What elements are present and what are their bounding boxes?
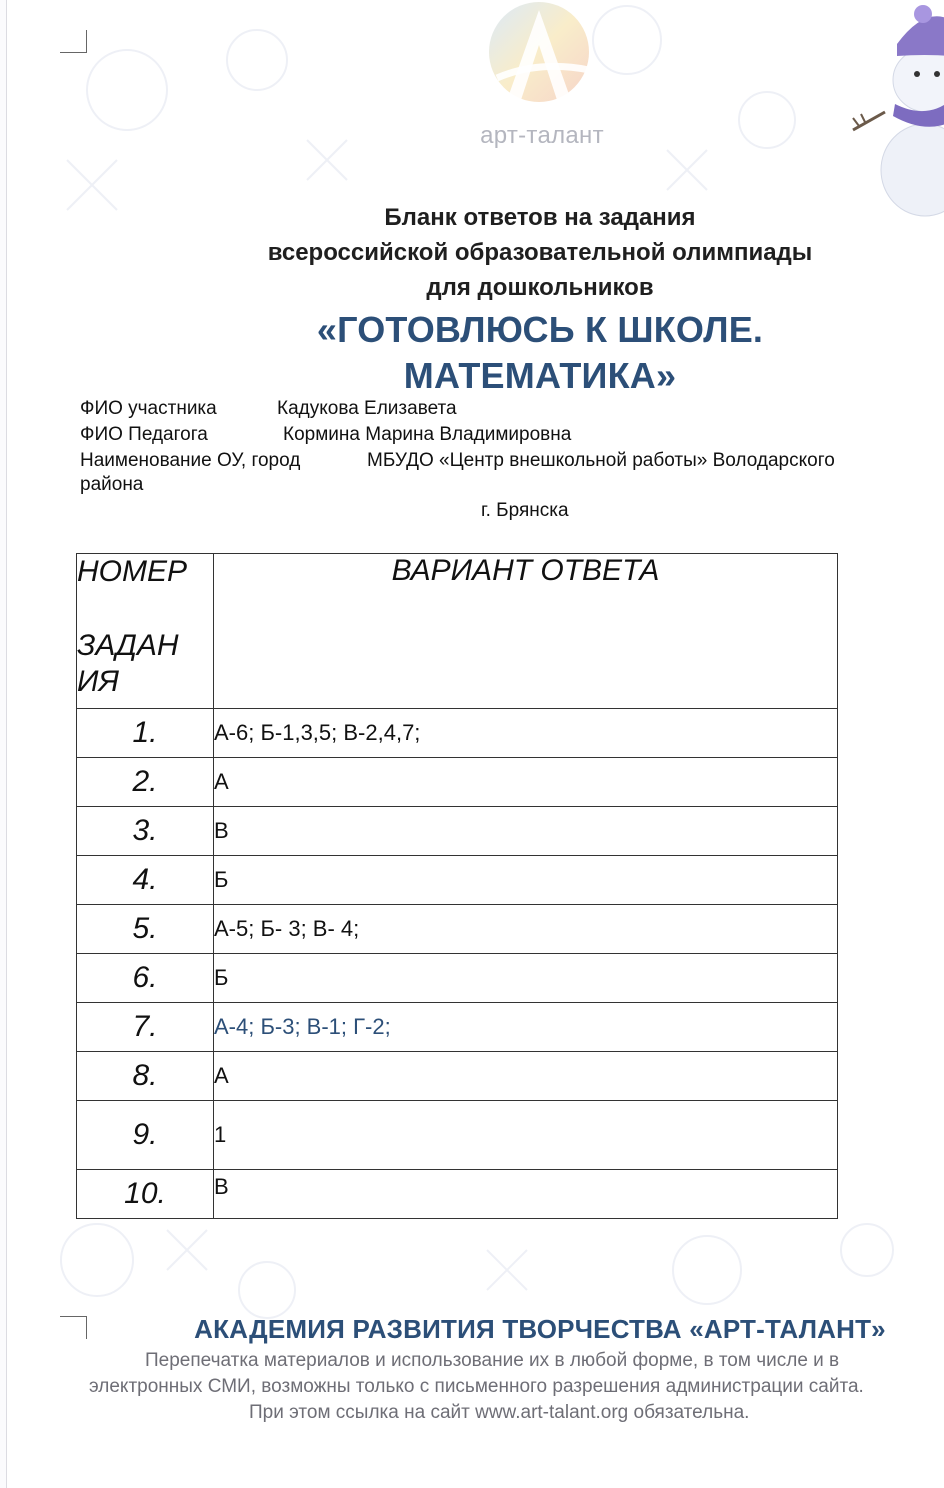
task-answer: В [214,1170,838,1219]
city-value: г. Брянска [481,500,569,521]
table-header-row [77,554,838,709]
table-row [77,1170,838,1219]
task-number-header [77,554,214,709]
task-number-header-line-1: НОМЕР [77,555,188,588]
task-answer: В [214,807,838,856]
task-number: 2. [77,758,214,807]
task-number: 5. [77,905,214,954]
teacher-label: ФИО Педагога [80,424,208,445]
crop-mark-top [60,30,87,53]
table-row [77,905,838,954]
table-row [77,709,838,758]
subject-line-1: «ГОТОВЛЮСЬ К ШКОЛЕ. [316,309,764,350]
task-number: 10. [77,1170,214,1219]
task-answer: А [214,758,838,807]
title-line-2: всероссийской образовательной олимпиады [267,239,813,266]
task-number: 7. [77,1003,214,1052]
organization-label: Наименование ОУ, город [80,450,301,471]
task-answer: Б [214,954,838,1003]
footer-academy-title: АКАДЕМИЯ РАЗВИТИЯ ТВОРЧЕСТВА «АРТ-ТАЛАНТ» [194,1314,886,1344]
answers-table [76,553,838,1219]
table-row [77,807,838,856]
organization-value-continued: района [80,474,144,495]
table-row [77,954,838,1003]
answer-variant-header: ВАРИАНТ ОТВЕТА [214,554,838,709]
task-number: 6. [77,954,214,1003]
task-number: 9. [77,1101,214,1170]
title-block [137,200,943,399]
document-page [6,0,944,1488]
task-number: 1. [77,709,214,758]
task-answer: А-5; Б- 3; В- 4; [214,905,838,954]
participant-value: Кадукова Елизавета [277,398,457,419]
task-number: 8. [77,1052,214,1101]
task-number-header-line-3: ИЯ [77,665,119,698]
footer-copyright-line-1: Перепечатка материалов и использование их в любой форме, в том числе и в [145,1350,840,1371]
task-answer: А-4; Б-3; В-1; Г-2; [214,1003,838,1052]
footer-copyright-line-3: При этом ссылка на сайт www.art-talant.org обязательна. [249,1402,750,1423]
subject-line-2: МАТЕМАТИКА» [403,355,677,396]
task-answer: Б [214,856,838,905]
table-row [77,758,838,807]
table-row [77,1003,838,1052]
footer-copyright-line-2: электронных СМИ, возможны только с письменного разрешения администрации сайта. [89,1376,864,1397]
task-number-header-line-2: ЗАДАН [77,629,179,662]
task-answer: А-6; Б-1,3,5; В-2,4,7; [214,709,838,758]
participant-label: ФИО участника [80,398,217,419]
logo-caption: арт-талант [480,122,604,149]
task-answer: А [214,1052,838,1101]
crop-mark-bottom [60,1316,87,1339]
table-row [77,1101,838,1170]
title-line-1: Бланк ответов на задания [384,204,696,231]
task-number: 3. [77,807,214,856]
task-answer: 1 [214,1101,838,1170]
table-row [77,1052,838,1101]
organization-value: МБУДО «Центр внешкольной работы» Володарского [367,450,835,471]
teacher-value: Кормина Марина Владимировна [283,424,572,445]
title-line-3: для дошкольников [426,274,654,301]
table-row [77,856,838,905]
snowman-illustration-icon [845,0,944,220]
task-number: 4. [77,856,214,905]
